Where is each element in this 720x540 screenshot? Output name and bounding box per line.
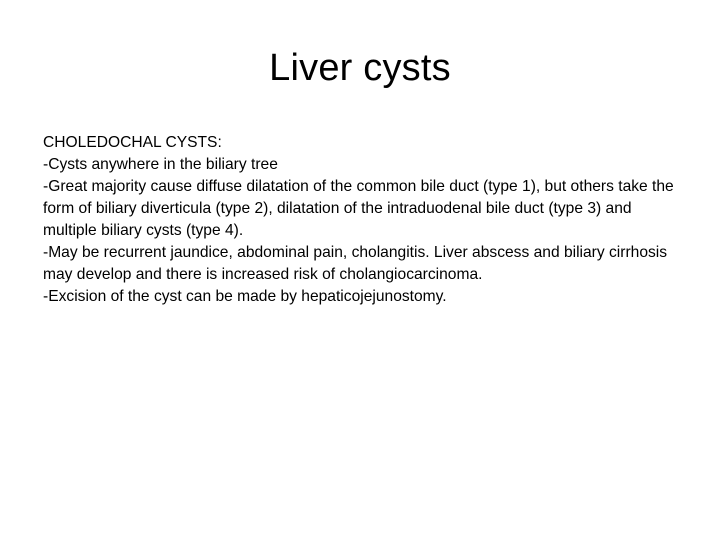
slide-body <box>43 132 679 308</box>
body-paragraph: -Cysts anywhere in the biliary tree <box>43 156 278 173</box>
body-paragraph: -May be recurrent jaundice, abdominal pain, cholangitis. Liver abscess and biliary cirrhosis may develop and there is increased risk of cholangiocarcinoma. <box>43 244 668 283</box>
body-paragraph: -Excision of the cyst can be made by hepaticojejunostomy. <box>43 288 447 305</box>
slide-title: Liver cysts <box>269 47 451 89</box>
body-heading: CHOLEDOCHAL CYSTS: <box>43 134 222 151</box>
body-paragraph: -Great majority cause diffuse dilatation of the common bile duct (type 1), but others take the form of biliary diverticula (type 2), dilatation of the intraduodenal bile duct (type 3) and multiple biliary cysts (type 4). <box>43 178 674 239</box>
